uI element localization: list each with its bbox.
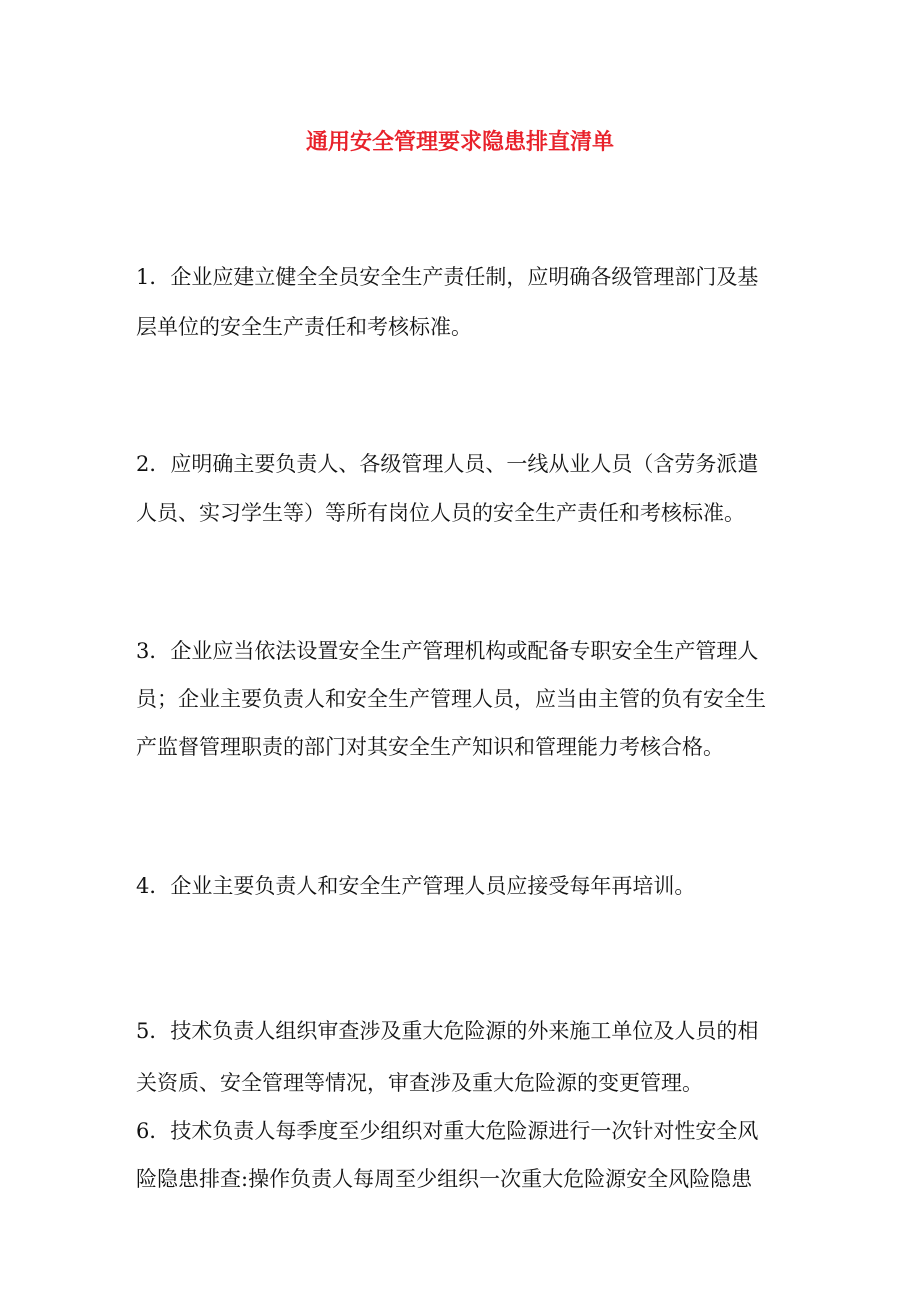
item-line: 层单位的安全生产责任和考核标准。: [136, 315, 472, 339]
list-item-1: [136, 263, 796, 363]
item-line: 3．企业应当依法设置安全生产管理机构或配备专职安全生产管理人: [136, 639, 759, 663]
item-line: 关资质、安全管理等情况，审查涉及重大危险源的变更管理。: [136, 1071, 703, 1095]
list-item-2: [136, 450, 796, 548]
item-line: 5．技术负责人组织审查涉及重大危险源的外来施工单位及人员的相: [136, 1019, 759, 1043]
item-line: 员；企业主要负责人和安全生产管理人员，应当由主管的负有安全生: [136, 687, 766, 711]
item-line: 4．企业主要负责人和安全生产管理人员应接受每年再培训。: [136, 874, 696, 898]
document-title: 通用安全管理要求隐患排直清单: [305, 130, 614, 155]
item-line: 2．应明确主要负责人、各级管理人员、一线从业人员（含劳务派遣: [136, 452, 759, 476]
list-item-5: [136, 1017, 796, 1121]
list-item-6: [136, 1117, 796, 1213]
item-line: 人员、实习学生等）等所有岗位人员的安全生产责任和考核标准。: [136, 501, 745, 525]
item-line: 1．企业应建立健全全员安全生产责任制，应明确各级管理部门及基: [136, 265, 759, 289]
item-line: 6．技术负责人每季度至少组织对重大危险源进行一次针对性安全风: [136, 1119, 759, 1143]
item-line: 险隐患排查:操作负责人每周至少组织一次重大危险源安全风险隐患: [136, 1167, 753, 1191]
item-line: 产监督管理职责的部门对其安全生产知识和管理能力考核合格。: [136, 735, 724, 759]
list-item-3: [136, 637, 796, 781]
list-item-4: [136, 872, 796, 900]
